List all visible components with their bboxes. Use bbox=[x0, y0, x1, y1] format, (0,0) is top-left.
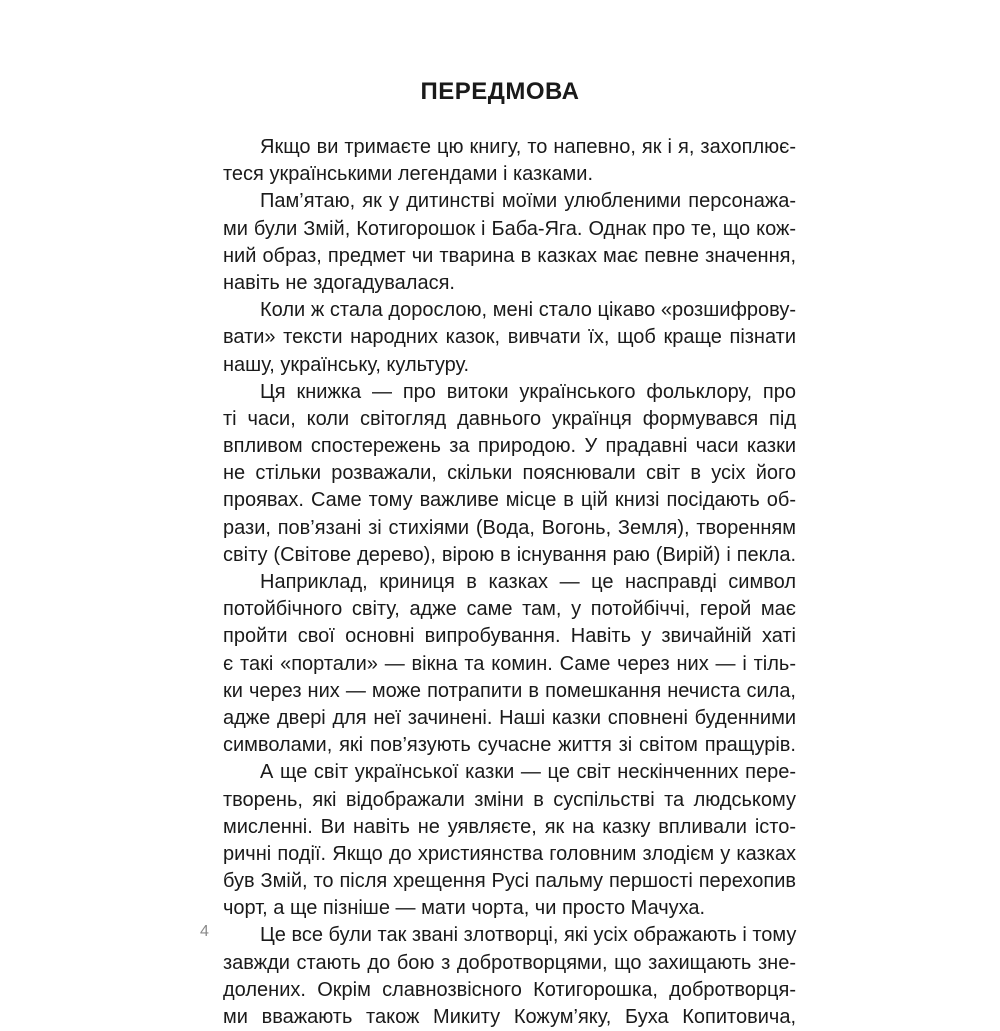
text-line: Ця книжка — про витоки українського фольклору, про bbox=[260, 380, 796, 403]
text-line: символами, які пов’язують сучасне життя зі світом пращурів. bbox=[223, 734, 796, 757]
text-line: ний образ, предмет чи тварина в казках має певне значення, bbox=[223, 244, 796, 267]
text-line: не стільки розважали, скільки пояснювали світ в усіх його bbox=[223, 462, 796, 485]
text-line: проявах. Саме тому важливе місце в цій книзі посідають об- bbox=[223, 489, 796, 512]
text-line: нашу, українську, культуру. bbox=[223, 353, 470, 376]
preface-text bbox=[223, 134, 796, 1031]
text-line: Коли ж стала дорослою, мені стало цікаво «розшифрову- bbox=[260, 299, 796, 322]
text-line: Наприклад, криниця в казках — це насправді символ bbox=[260, 571, 796, 593]
text-line: ричні події. Якщо до християнства головним злодієм у казках bbox=[223, 842, 796, 865]
text-line: мисленні. Ви навіть не уявляєте, як на казку впливали істо- bbox=[223, 815, 796, 838]
text-line: вати» тексти народних казок, вивчати їх, щоб краще пізнати bbox=[223, 326, 796, 349]
page-number: 4 bbox=[200, 923, 209, 940]
text-line: завжди стають до бою з добротворцями, що захищають зне- bbox=[223, 951, 796, 974]
text-line: творень, які відображали зміни в суспільстві та людському bbox=[223, 788, 796, 811]
text-line: світу (Світове дерево), вірою в існування раю (Вирій) і пекла. bbox=[223, 543, 796, 566]
text-line: адже двері для неї зачинені. Наші казки сповнені буденними bbox=[223, 706, 796, 729]
text-line: пройти свої основні випробування. Навіть у звичайній хаті bbox=[223, 625, 796, 648]
text-line: потойбічного світу, адже саме там, у потойбіччі, герой має bbox=[223, 598, 796, 621]
text-line: теся українськими легендами і казками. bbox=[223, 163, 593, 186]
text-line: ми були Змій, Котигорошок і Баба-Яга. Однак про те, що кож- bbox=[223, 217, 796, 240]
text-line: чорт, а ще пізніше — мати чорта, чи просто Мачуха. bbox=[223, 897, 706, 920]
text-line: рази, пов’язані зі стихіями (Вода, Вогонь, Земля), творенням bbox=[223, 516, 796, 539]
text-line: Якщо ви тримаєте цю книгу, то напевно, як і я, захоплює- bbox=[260, 136, 796, 158]
text-line: ки через них — може потрапити в помешкання нечиста сила, bbox=[223, 679, 796, 702]
text-line: Це все були так звані злотворці, які усіх ображають і тому bbox=[260, 924, 797, 947]
text-line: ті часи, коли світогляд давнього українця формувався під bbox=[223, 407, 796, 430]
text-line: був Змій, то після хрещення Русі пальму першості перехопив bbox=[223, 870, 796, 893]
text-line: долених. Окрім славнозвісного Котигорошка, добротворця- bbox=[223, 978, 796, 1001]
text-line: є такі «портали» — вікна та комин. Саме через них — і тіль- bbox=[223, 652, 796, 675]
text-line: навіть не здогадувалася. bbox=[223, 271, 455, 294]
page-title: ПЕРЕДМОВА bbox=[420, 78, 580, 105]
text-line: Пам’ятаю, як у дитинстві моїми улюбленими персонажа- bbox=[260, 190, 796, 213]
text-line: впливом спостережень за природою. У прадавні часи казки bbox=[223, 435, 796, 458]
text-line: ми вважають також Микиту Кожум’яку, Буха Копитовича, bbox=[223, 1006, 796, 1028]
text-line: А ще світ української казки — це світ нескінченних пере- bbox=[260, 761, 796, 784]
